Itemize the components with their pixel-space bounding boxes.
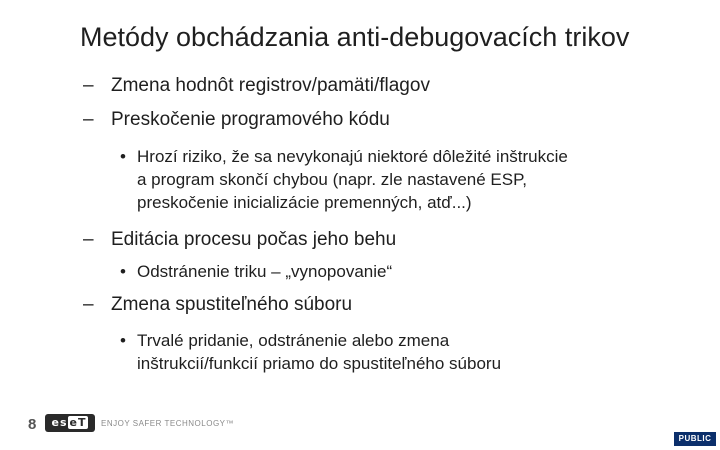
- bullet-line: inštrukcií/funkcií priamo do spustiteľného súboru: [137, 354, 502, 373]
- dash-marker: –: [83, 109, 94, 130]
- eset-logo: [45, 414, 95, 432]
- bullet-item-level1: [83, 229, 396, 251]
- bullet-marker: •: [120, 147, 126, 166]
- bullet-item-level2: [120, 260, 392, 283]
- bullet-line: • Trvalé pridanie, odstránenie alebo zmena: [120, 331, 450, 350]
- bullet-text: Zmena hodnôt registrov/pamäti/flagov: [111, 75, 430, 96]
- slide-footer: [0, 410, 720, 450]
- bullet-item-level2: [120, 145, 568, 214]
- dash-marker: –: [83, 229, 94, 250]
- bullet-line: • Hrozí riziko, že sa nevykonajú niektoré dôležité inštrukcie: [120, 147, 568, 166]
- bullet-item-level1: [83, 109, 390, 131]
- bullet-text: Zmena spustiteľného súboru: [111, 294, 353, 315]
- bullet-item-level2: [120, 329, 501, 375]
- logo-et: eT: [69, 416, 87, 429]
- bullet-line: a program skončí chybou (napr. zle nastavené ESP,: [137, 170, 527, 189]
- bullet-line: • Odstránenie triku – „vynopovanie“: [120, 262, 393, 281]
- tagline: ENJOY SAFER TECHNOLOGY™: [101, 419, 235, 428]
- slide-title: Metódy obchádzania anti-debugovacích trikov: [80, 22, 630, 52]
- logo-es: es: [51, 416, 68, 429]
- dash-marker: –: [83, 75, 94, 96]
- page-number: 8: [28, 416, 37, 433]
- dash-marker: –: [83, 294, 94, 315]
- bullet-line: preskočenie inicializácie premenných, atď...): [137, 193, 472, 212]
- bullet-item-level1: [83, 75, 430, 97]
- bullet-text: Editácia procesu počas jeho behu: [111, 229, 397, 250]
- bullet-marker: •: [120, 262, 126, 281]
- bullet-item-level1: [83, 294, 352, 316]
- public-badge: PUBLIC: [674, 432, 716, 446]
- bullet-text: Preskočenie programového kódu: [111, 109, 390, 130]
- bullet-marker: •: [120, 331, 126, 350]
